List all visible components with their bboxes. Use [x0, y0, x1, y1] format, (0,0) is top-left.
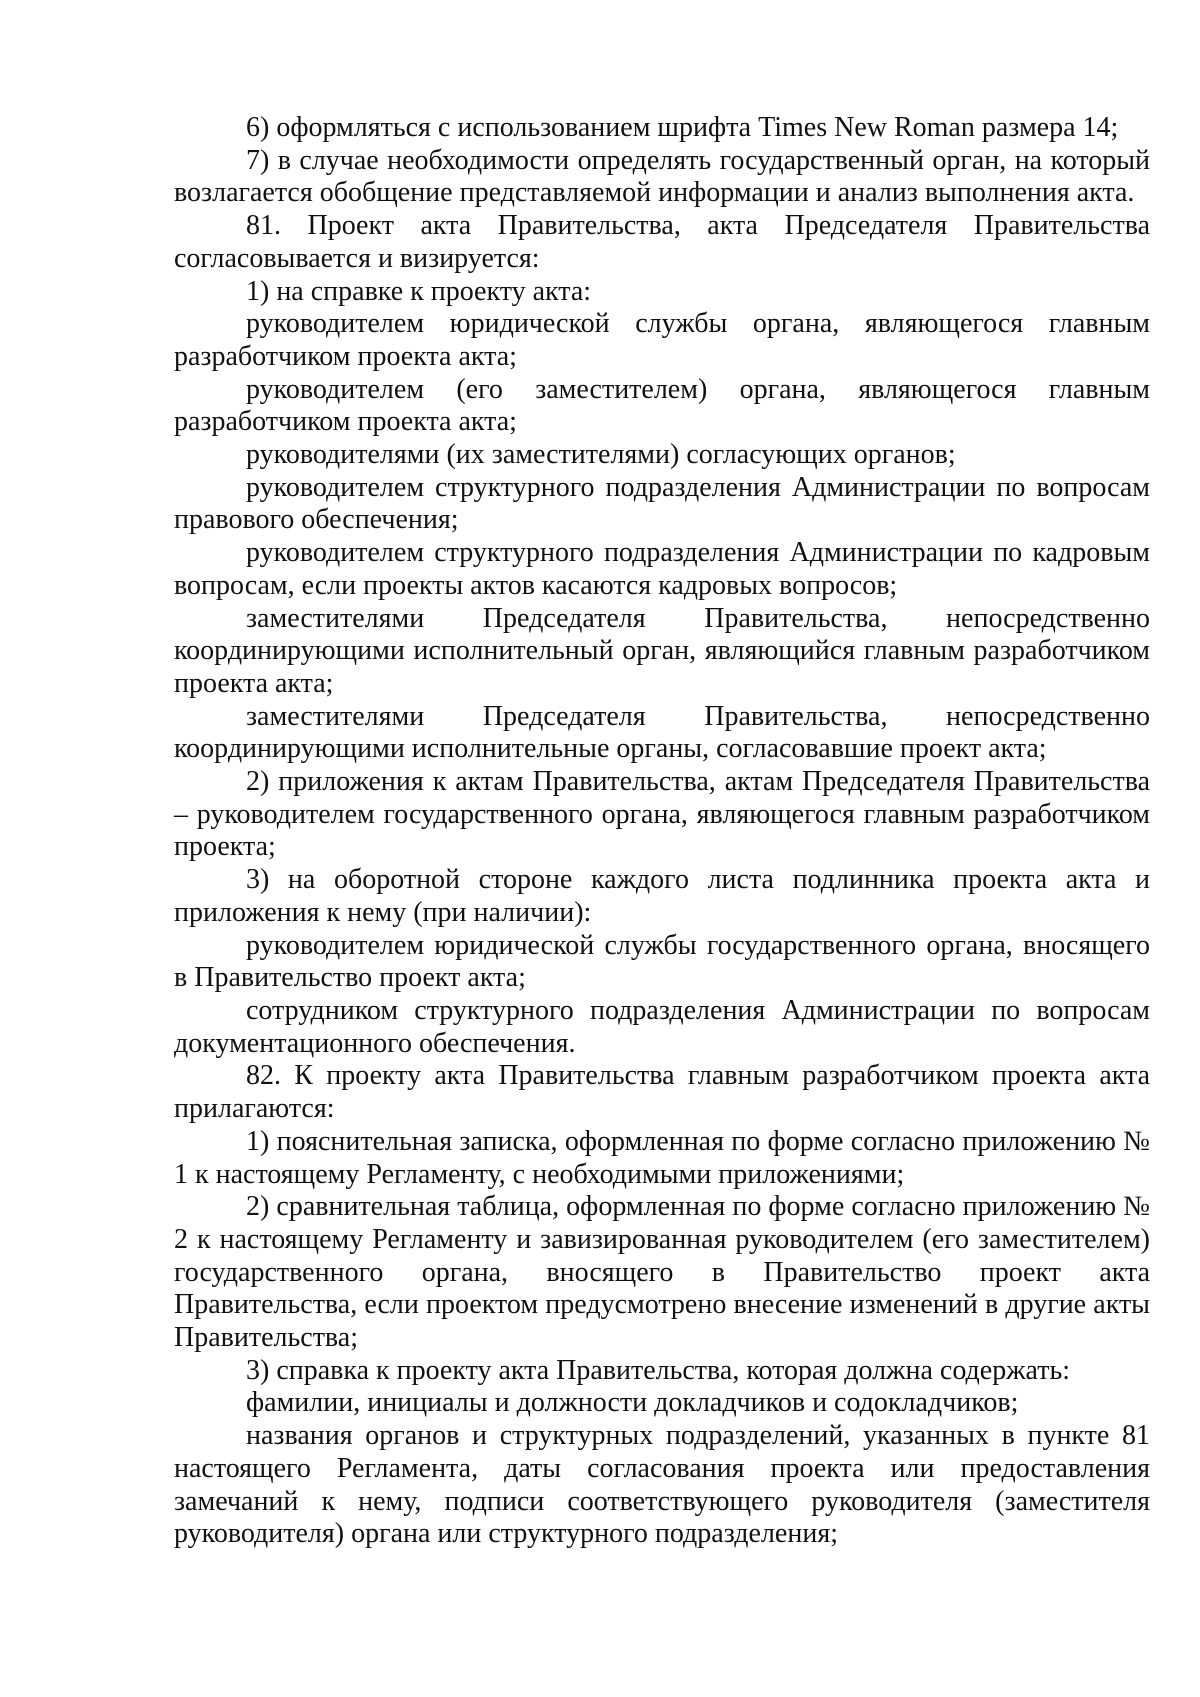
paragraph-organ-names: названия органов и структурных подразделений, указанных в пункте 81 настоящего Регламента, даты согласования проекта или предоставления замечаний к нему, подписи соответствующего руководителя (заместителя руководителя) органа или структурного подразделения; [174, 1420, 1150, 1550]
paragraph-approver-deputy-chair-main: заместителями Председателя Правительства, непосредственно координирующими исполнительный орган, являющийся главным разработчиком проекта акта; [174, 602, 1150, 699]
paragraph-clause-81: 81. Проект акта Правительства, акта Председателя Правительства согласовывается и визируется: [174, 210, 1150, 274]
paragraph-reporters-list: фамилии, инициалы и должности докладчиков и содокладчиков; [246, 1387, 1019, 1419]
paragraph-approver-agreeing-organs: руководителями (их заместителями) согласующих органов; [246, 439, 956, 471]
paragraph-approver-hr-unit: руководителем структурного подразделения Администрации по кадровым вопросам, если проекты актов касаются кадровых вопросов; [174, 537, 1150, 601]
paragraph-81-sub-3: 3) на оборотной стороне каждого листа подлинника проекта акта и приложения к нему (при наличии): [174, 864, 1150, 928]
paragraph-82-sub-2: 2) сравнительная таблица, оформленная по форме согласно приложению № 2 к настоящему Регламенту и завизированная руководителем (его заместителем) государственного органа, вносящего в Правительство проект акта Правительства, если проектом предусмотрено внесение изменений в другие акты Правительства; [174, 1191, 1150, 1354]
paragraph-approver-organ-head: руководителем (его заместителем) органа, являющегося главным разработчиком проекта акта; [174, 373, 1150, 438]
paragraph-reverse-doc-unit: сотрудником структурного подразделения Администрации по вопросам документационного обеспечения. [174, 994, 1150, 1059]
paragraph-clause-82: 82. К проекту акта Правительства главным разработчиком проекта акта прилагаются: [174, 1060, 1150, 1125]
paragraph-82-sub-1: 1) пояснительная записка, оформленная по форме согласно приложению № 1 к настоящему Регламенту, с необходимыми приложениями; [174, 1125, 1150, 1190]
paragraph-item-7: 7) в случае необходимости определять государственный орган, на который возлагается обобщение представляемой информации и анализ выполнения акта. [174, 144, 1150, 209]
paragraph-item-6: 6) оформляться с использованием шрифта Times New Roman размера 14; [246, 112, 1119, 143]
paragraph-approver-deputy-chair-agreeing: заместителями Председателя Правительства, непосредственно координирующими исполнительные органы, согласовавшие проект акта; [174, 700, 1150, 765]
paragraph-approver-legal-unit: руководителем структурного подразделения Администрации по вопросам правового обеспечения; [174, 471, 1150, 536]
paragraph-approver-legal-head: руководителем юридической службы органа, являющегося главным разработчиком проекта акта; [174, 308, 1150, 372]
paragraph-reverse-legal-head: руководителем юридической службы государственного органа, вносящего в Правительство проект акта; [174, 929, 1150, 994]
document-body [174, 112, 1150, 1551]
paragraph-82-sub-3: 3) справка к проекту акта Правительства, которая должна содержать: [246, 1354, 1071, 1386]
paragraph-81-sub-1: 1) на справке к проекту акта: [246, 275, 592, 307]
paragraph-81-sub-2: 2) приложения к актам Правительства, актам Председателя Правительства – руководителем государственного органа, являющегося главным разработчиком проекта; [174, 766, 1150, 863]
